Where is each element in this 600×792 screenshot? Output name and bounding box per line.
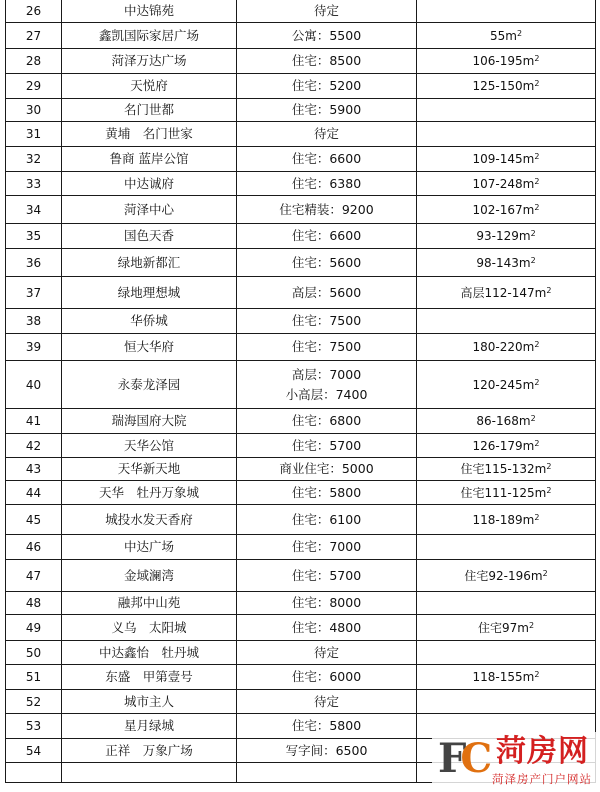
area-unit: m xyxy=(522,79,535,93)
area-unit-exponent: 2 xyxy=(530,414,536,423)
cell-price xyxy=(237,147,417,172)
area-value: 86-168 xyxy=(476,414,519,428)
cell-number: 49 xyxy=(6,615,62,641)
table-row xyxy=(6,172,596,196)
cell-price xyxy=(237,49,417,74)
area-unit: m xyxy=(522,202,535,217)
cell-area xyxy=(417,560,596,592)
cell-price xyxy=(237,74,417,99)
area-value: 180-220 xyxy=(472,340,523,354)
cell-area xyxy=(417,505,596,535)
table-row xyxy=(6,481,596,505)
price-line: 小高层：7400 xyxy=(285,386,368,402)
area-unit: m xyxy=(517,620,529,635)
cell-price xyxy=(237,481,417,505)
price-line: 住宅：5900 xyxy=(291,102,362,117)
area-unit-exponent: 2 xyxy=(534,438,540,448)
cell-area xyxy=(417,641,596,665)
area-unit-exponent: 2 xyxy=(534,377,540,387)
area-unit-exponent: 2 xyxy=(534,202,540,212)
cell-area xyxy=(417,409,596,434)
table-row xyxy=(6,560,596,592)
cell-price xyxy=(237,361,417,409)
cell-area xyxy=(417,74,596,99)
area-unit-exponent: 2 xyxy=(534,340,540,349)
price-line: 待定 xyxy=(313,693,339,709)
cell-price xyxy=(237,122,417,147)
price-line: 住宅：6600 xyxy=(291,228,362,243)
table-row xyxy=(6,23,596,49)
table-row xyxy=(6,615,596,641)
cell-price xyxy=(237,690,417,714)
price-line: 商业住宅：5000 xyxy=(279,461,374,476)
area-unit-exponent: 2 xyxy=(546,485,552,495)
cell-number: 53 xyxy=(6,714,62,739)
price-table-body xyxy=(6,0,596,783)
cell-price xyxy=(237,763,417,783)
price-line: 待定 xyxy=(313,126,339,141)
price-line: 写字间：6500 xyxy=(285,742,368,758)
cell-price xyxy=(237,23,417,49)
table-row xyxy=(6,0,596,23)
cell-number: 48 xyxy=(6,592,62,615)
area-unit-exponent: 2 xyxy=(534,670,540,679)
cell-area xyxy=(417,23,596,49)
watermark-logo xyxy=(432,732,600,792)
cell-number: 40 xyxy=(6,361,62,409)
cell-project-name: 瑞海国府大院 xyxy=(62,409,237,434)
cell-project-name: 天华新天地 xyxy=(62,458,237,481)
logo-brand-text: 菏房网 xyxy=(496,734,589,769)
cell-project-name xyxy=(62,763,237,783)
table-row xyxy=(6,277,596,309)
price-line: 住宅：5800 xyxy=(291,718,362,733)
cell-project-name: 义乌 太阳城 xyxy=(62,615,237,641)
cell-project-name: 星月绿城 xyxy=(62,714,237,739)
cell-price xyxy=(237,334,417,361)
cell-project-name: 绿地新都汇 xyxy=(62,249,237,277)
cell-number: 30 xyxy=(6,99,62,122)
area-value: 126-179 xyxy=(472,438,523,453)
cell-price xyxy=(237,615,417,641)
price-line: 高层：5600 xyxy=(291,284,362,300)
cell-price xyxy=(237,0,417,23)
price-line: 住宅：6100 xyxy=(291,511,362,527)
table-row xyxy=(6,224,596,249)
area-unit-exponent: 2 xyxy=(542,568,548,578)
table-row xyxy=(6,434,596,458)
area-value: 106-195 xyxy=(472,54,523,68)
table-row xyxy=(6,665,596,690)
cell-area xyxy=(417,615,596,641)
price-line: 公寓：5500 xyxy=(291,27,362,43)
cell-project-name: 中达锦苑 xyxy=(62,0,237,23)
cell-number: 38 xyxy=(6,309,62,334)
table-row xyxy=(6,334,596,361)
cell-area xyxy=(417,147,596,172)
cell-number: 36 xyxy=(6,249,62,277)
cell-area xyxy=(417,0,596,23)
cell-area xyxy=(417,434,596,458)
table-row xyxy=(6,409,596,434)
area-value: 125-150 xyxy=(472,79,523,93)
price-line: 住宅：5700 xyxy=(291,567,362,583)
area-unit: m xyxy=(534,462,547,476)
cell-area xyxy=(417,535,596,560)
price-line: 住宅：6600 xyxy=(291,151,362,166)
cell-number: 45 xyxy=(6,505,62,535)
area-unit-exponent: 2 xyxy=(546,285,552,295)
area-unit: m xyxy=(534,485,547,500)
cell-area xyxy=(417,249,596,277)
cell-area xyxy=(417,49,596,74)
table-row xyxy=(6,49,596,74)
table-row xyxy=(6,122,596,147)
cell-area xyxy=(417,196,596,224)
table-row xyxy=(6,309,596,334)
table-row xyxy=(6,592,596,615)
cell-project-name: 鲁商 蓝岸公馆 xyxy=(62,147,237,172)
price-line: 住宅：7500 xyxy=(291,339,362,354)
cell-price xyxy=(237,409,417,434)
cell-number: 52 xyxy=(6,690,62,714)
cell-area xyxy=(417,277,596,309)
area-unit: m xyxy=(522,340,535,354)
cell-area xyxy=(417,309,596,334)
area-value: 住宅97 xyxy=(477,620,518,635)
cell-project-name: 东盛 甲第壹号 xyxy=(62,665,237,690)
table-row xyxy=(6,196,596,224)
price-line: 住宅：7000 xyxy=(291,539,362,554)
price-line: 待定 xyxy=(313,2,339,18)
area-value: 住宅115-132 xyxy=(460,462,535,476)
cell-price xyxy=(237,224,417,249)
price-line: 住宅：5200 xyxy=(291,78,362,93)
cell-project-name: 菏泽中心 xyxy=(62,196,237,224)
cell-area xyxy=(417,334,596,361)
cell-number: 33 xyxy=(6,172,62,196)
cell-project-name: 名门世都 xyxy=(62,99,237,122)
cell-number: 41 xyxy=(6,409,62,434)
cell-number: 42 xyxy=(6,434,62,458)
area-unit-exponent: 2 xyxy=(534,152,540,161)
table-row xyxy=(6,147,596,172)
area-value: 107-248 xyxy=(472,176,523,191)
area-unit: m xyxy=(522,54,535,68)
cell-price xyxy=(237,739,417,763)
price-line: 待定 xyxy=(313,644,339,660)
price-line: 住宅：7500 xyxy=(291,313,362,328)
table-row xyxy=(6,690,596,714)
table-row xyxy=(6,458,596,481)
cell-number: 46 xyxy=(6,535,62,560)
cell-area xyxy=(417,481,596,505)
cell-number xyxy=(6,763,62,783)
area-unit: m xyxy=(522,176,535,191)
cell-project-name: 鑫凯国际家居广场 xyxy=(62,23,237,49)
cell-project-name: 恒大华府 xyxy=(62,334,237,361)
area-value: 118-189 xyxy=(472,512,523,527)
cell-project-name: 黄埔 名门世家 xyxy=(62,122,237,147)
cell-number: 37 xyxy=(6,277,62,309)
area-value: 55 xyxy=(489,28,506,43)
area-unit-exponent: 2 xyxy=(516,28,523,38)
area-unit: m xyxy=(505,28,517,43)
area-unit: m xyxy=(534,285,547,300)
area-unit-exponent: 2 xyxy=(534,54,540,63)
area-value: 98-143 xyxy=(476,255,519,270)
area-unit: m xyxy=(522,512,535,527)
cell-project-name: 天华 牡丹万象城 xyxy=(62,481,237,505)
cell-area xyxy=(417,665,596,690)
cell-number: 47 xyxy=(6,560,62,592)
cell-price xyxy=(237,535,417,560)
area-unit-exponent: 2 xyxy=(534,176,540,186)
area-unit: m xyxy=(530,568,543,583)
cell-price xyxy=(237,309,417,334)
area-unit: m xyxy=(522,438,535,453)
price-line: 住宅精装：9200 xyxy=(279,201,374,217)
table-row xyxy=(6,361,596,409)
cell-price xyxy=(237,641,417,665)
cell-area xyxy=(417,172,596,196)
cell-number: 35 xyxy=(6,224,62,249)
cell-price xyxy=(237,172,417,196)
cell-project-name: 城市主人 xyxy=(62,690,237,714)
area-value: 120-245 xyxy=(472,377,523,392)
cell-project-name: 中达鑫怡 牡丹城 xyxy=(62,641,237,665)
cell-price xyxy=(237,560,417,592)
area-unit-exponent: 2 xyxy=(530,255,536,265)
cell-project-name: 菏泽万达广场 xyxy=(62,49,237,74)
cell-number: 44 xyxy=(6,481,62,505)
cell-number: 54 xyxy=(6,739,62,763)
price-line: 住宅：5800 xyxy=(291,484,362,500)
table-row xyxy=(6,505,596,535)
cell-project-name: 华侨城 xyxy=(62,309,237,334)
cell-area xyxy=(417,592,596,615)
cell-price xyxy=(237,714,417,739)
table-row xyxy=(6,99,596,122)
price-line: 住宅：6800 xyxy=(291,413,362,428)
area-value: 118-155 xyxy=(472,670,523,684)
cell-project-name: 国色天香 xyxy=(62,224,237,249)
price-line: 住宅：8000 xyxy=(291,595,362,610)
price-line: 住宅：8500 xyxy=(291,53,362,68)
cell-price xyxy=(237,458,417,481)
area-value: 109-145 xyxy=(472,152,523,166)
cell-price xyxy=(237,434,417,458)
cell-price xyxy=(237,665,417,690)
cell-number: 39 xyxy=(6,334,62,361)
cell-price xyxy=(237,277,417,309)
cell-number: 34 xyxy=(6,196,62,224)
area-value: 高层112-147 xyxy=(460,285,535,300)
area-unit: m xyxy=(522,377,535,392)
area-value: 93-129 xyxy=(476,229,519,243)
cell-project-name: 中达诚府 xyxy=(62,172,237,196)
area-unit-exponent: 2 xyxy=(534,512,540,522)
area-value: 住宅92-196 xyxy=(464,568,531,583)
cell-project-name: 城投水发天香府 xyxy=(62,505,237,535)
cell-price xyxy=(237,592,417,615)
cell-number: 28 xyxy=(6,49,62,74)
cell-price xyxy=(237,196,417,224)
cell-number: 43 xyxy=(6,458,62,481)
cell-project-name: 绿地理想城 xyxy=(62,277,237,309)
table-row xyxy=(6,641,596,665)
cell-project-name: 金域澜湾 xyxy=(62,560,237,592)
cell-number: 32 xyxy=(6,147,62,172)
area-unit-exponent: 2 xyxy=(534,79,540,88)
price-line: 住宅：5600 xyxy=(291,254,362,270)
cell-number: 26 xyxy=(6,0,62,23)
cell-project-name: 天华公馆 xyxy=(62,434,237,458)
cell-project-name: 永泰龙泽园 xyxy=(62,361,237,409)
cell-area xyxy=(417,458,596,481)
cell-area xyxy=(417,99,596,122)
cell-project-name: 中达广场 xyxy=(62,535,237,560)
cell-price xyxy=(237,249,417,277)
cell-number: 29 xyxy=(6,74,62,99)
cell-area xyxy=(417,224,596,249)
price-line: 住宅：6000 xyxy=(291,669,362,684)
area-value: 住宅111-125 xyxy=(460,485,535,500)
area-unit: m xyxy=(518,229,531,243)
table-row xyxy=(6,249,596,277)
cell-area xyxy=(417,122,596,147)
cell-project-name: 天悦府 xyxy=(62,74,237,99)
cell-project-name: 正祥 万象广场 xyxy=(62,739,237,763)
cell-price xyxy=(237,99,417,122)
cell-number: 31 xyxy=(6,122,62,147)
price-line: 住宅：5700 xyxy=(291,437,362,453)
area-unit: m xyxy=(522,670,535,684)
cell-area xyxy=(417,361,596,409)
table-row xyxy=(6,535,596,560)
area-unit-exponent: 2 xyxy=(528,620,535,630)
area-unit-exponent: 2 xyxy=(546,462,552,471)
cell-number: 27 xyxy=(6,23,62,49)
price-line: 高层：7000 xyxy=(291,366,362,382)
area-unit-exponent: 2 xyxy=(530,229,536,238)
logo-mark-icon: FC xyxy=(438,735,487,782)
area-unit: m xyxy=(518,414,531,428)
area-unit: m xyxy=(522,152,535,166)
cell-number: 51 xyxy=(6,665,62,690)
area-value: 102-167 xyxy=(472,202,523,217)
cell-project-name: 融邦中山苑 xyxy=(62,592,237,615)
price-line: 住宅：4800 xyxy=(291,619,362,635)
cell-area xyxy=(417,690,596,714)
logo-slogan: 菏泽房产门户网站 xyxy=(492,772,592,786)
cell-price xyxy=(237,505,417,535)
cell-number: 50 xyxy=(6,641,62,665)
price-table xyxy=(5,0,596,783)
price-line: 住宅：6380 xyxy=(291,175,362,191)
table-row xyxy=(6,74,596,99)
area-unit: m xyxy=(518,255,531,270)
